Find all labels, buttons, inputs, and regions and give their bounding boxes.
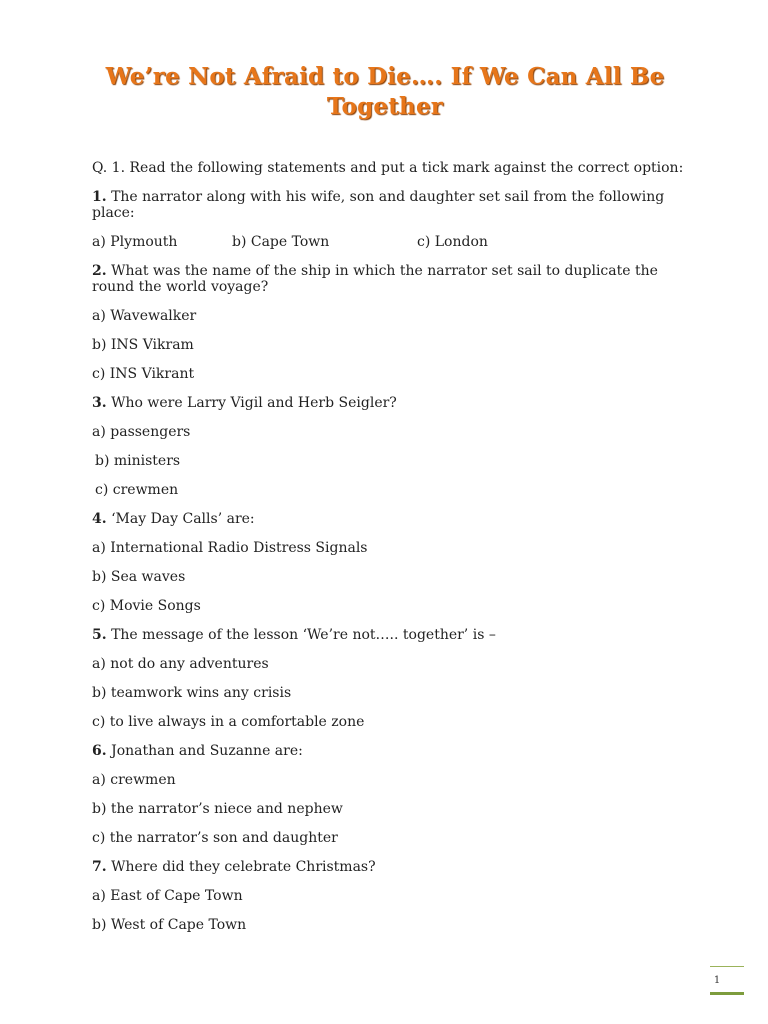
document-title [60, 62, 710, 122]
question-number: 7. [92, 859, 107, 875]
question-text: The narrator along with his wife, son and daughter set sail from the following place: [92, 189, 665, 221]
question-number: 5. [92, 627, 107, 643]
question-6 [92, 743, 692, 759]
option-item[interactable]: a) East of Cape Town [92, 888, 243, 904]
question-text: Who were Larry Vigil and Herb Seigler? [106, 395, 397, 411]
option-item[interactable]: b) ministers [95, 453, 181, 469]
title-line-2: Together [326, 93, 444, 120]
question-text: The message of the lesson ‘We’re not….. together’ is – [106, 627, 496, 643]
question-number: 4. [92, 511, 107, 527]
option-item[interactable]: b) Cape Town [232, 234, 330, 250]
instruction-text: Q. 1. Read the following statements and put a tick mark against the correct option: [92, 160, 684, 176]
question-content [92, 160, 692, 946]
question-1 [92, 189, 692, 221]
option-item[interactable]: b) teamwork wins any crisis [92, 685, 292, 701]
option-item[interactable]: a) Plymouth [92, 234, 178, 250]
option-item[interactable]: a) International Radio Distress Signals [92, 540, 368, 556]
option-item[interactable]: b) Sea waves [92, 569, 186, 585]
question-text: ‘May Day Calls’ are: [106, 511, 255, 527]
option-item[interactable]: a) crewmen [92, 772, 176, 788]
question-3 [92, 395, 692, 411]
footer-rule-top [710, 966, 744, 967]
question-7 [92, 859, 692, 875]
option-item[interactable]: c) crewmen [95, 482, 179, 498]
option-item[interactable]: b) West of Cape Town [92, 917, 247, 933]
page-number: 1 [713, 975, 721, 986]
question-number: 6. [92, 743, 107, 759]
question-5 [92, 627, 692, 643]
question-text: Jonathan and Suzanne are: [106, 743, 303, 759]
option-item[interactable]: c) INS Vikrant [92, 366, 195, 382]
option-item[interactable]: c) London [417, 234, 488, 250]
question-number: 2. [92, 263, 107, 279]
title-line-1: We’re Not Afraid to Die…. If We Can All Be [105, 63, 665, 90]
option-item[interactable]: c) to live always in a comfortable zone [92, 714, 365, 730]
question-4 [92, 511, 692, 527]
option-item[interactable]: a) not do any adventures [92, 656, 269, 672]
question-text: What was the name of the ship in which the narrator set sail to duplicate the round the world voyage? [92, 263, 658, 295]
option-item[interactable]: a) passengers [92, 424, 191, 440]
question-number: 3. [92, 395, 107, 411]
question-2 [92, 263, 692, 295]
question-1-options [92, 234, 692, 250]
question-number: 1. [92, 189, 107, 205]
option-item[interactable]: b) INS Vikram [92, 337, 194, 353]
option-item[interactable]: b) the narrator’s niece and nephew [92, 801, 343, 817]
footer-rule-bottom [710, 992, 744, 995]
option-item[interactable]: c) the narrator’s son and daughter [92, 830, 338, 846]
question-text: Where did they celebrate Christmas? [106, 859, 376, 875]
option-item[interactable]: a) Wavewalker [92, 308, 197, 324]
option-item[interactable]: c) Movie Songs [92, 598, 201, 614]
